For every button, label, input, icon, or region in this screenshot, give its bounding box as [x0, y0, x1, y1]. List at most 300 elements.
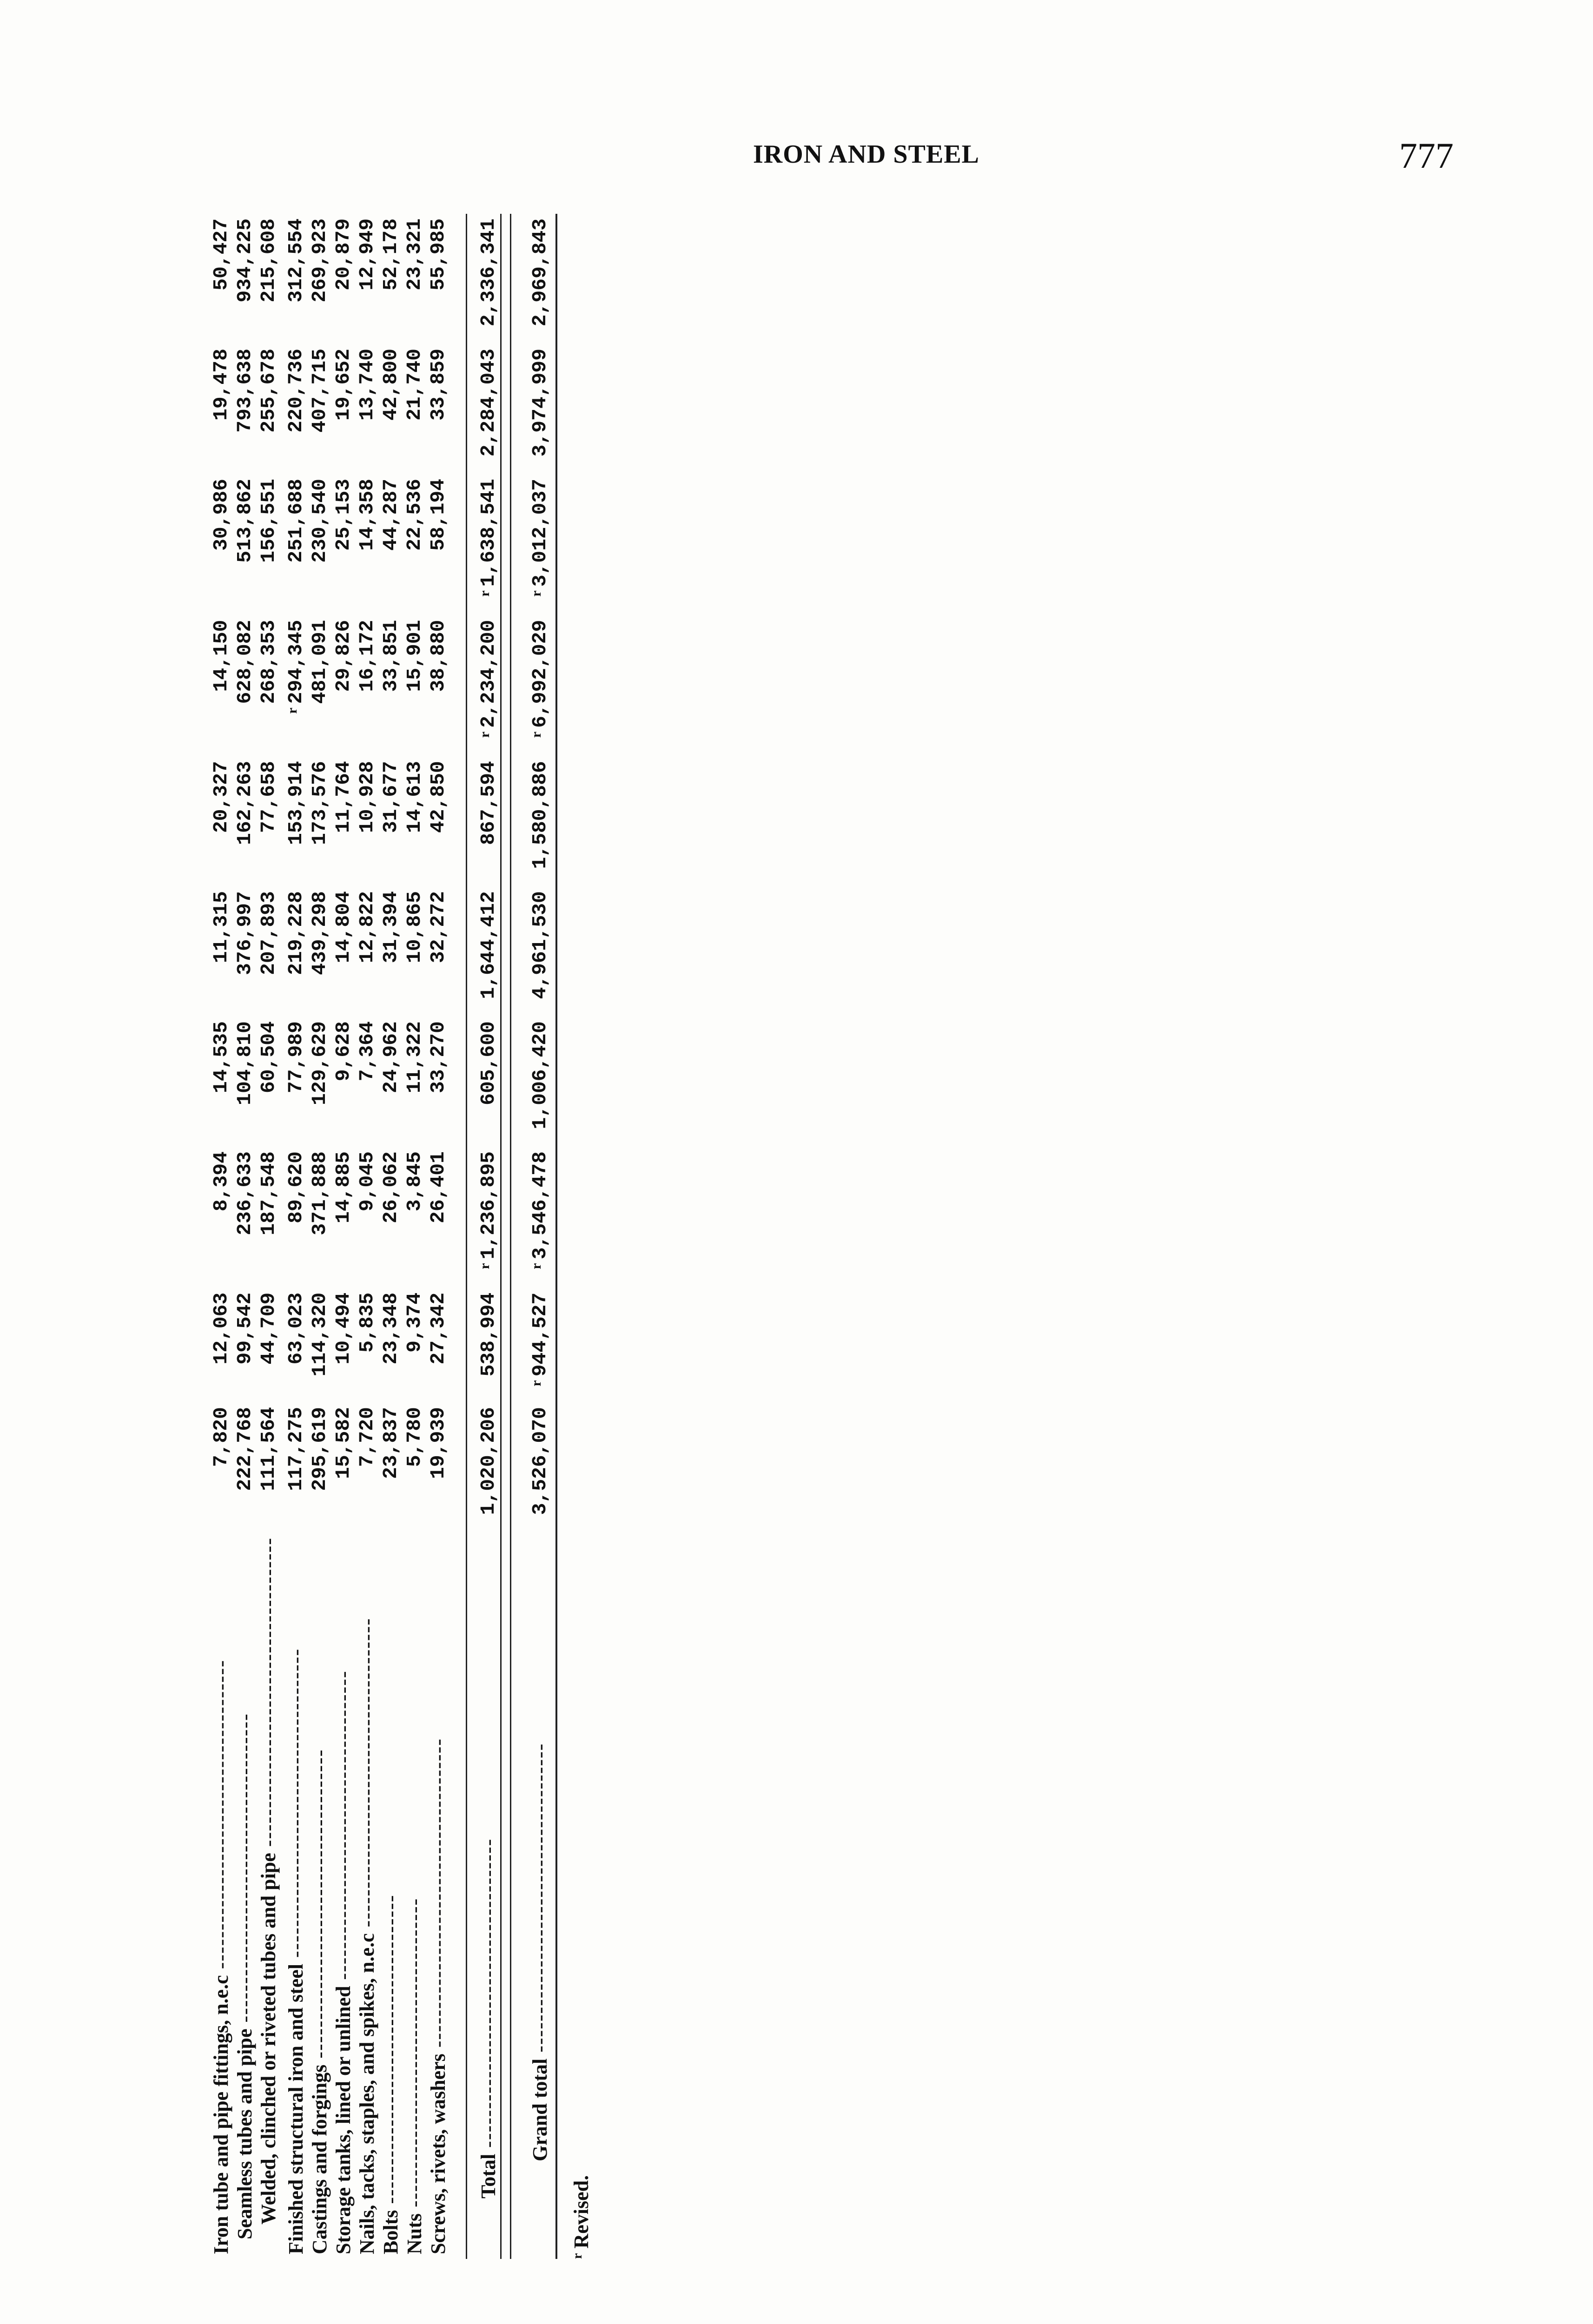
value-cell — [308, 1147, 331, 1288]
cell-value: 77,989 — [284, 1021, 307, 1094]
cell-value: 605,600 — [477, 1021, 500, 1105]
cell-value: 42,850 — [427, 761, 449, 833]
cell-value: 10,865 — [403, 891, 426, 964]
value-cell — [233, 214, 257, 344]
spacer-row — [450, 214, 467, 2259]
cell-value: 14,535 — [210, 1021, 232, 1094]
value-cell — [403, 886, 426, 1017]
value-cell — [522, 214, 552, 344]
value-cell — [331, 1147, 355, 1288]
cell-value: 867,594 — [477, 761, 500, 845]
cell-value: 114,320 — [308, 1292, 331, 1377]
cell-value: 481,091 — [308, 620, 331, 704]
value-cell — [467, 1147, 501, 1288]
cell-value: 117,275 — [284, 1407, 307, 1491]
cell-value: 2,234,200 — [477, 620, 500, 728]
value-cell — [379, 214, 403, 344]
value-cell — [379, 615, 403, 757]
value-cell — [379, 1017, 403, 1147]
row-label: Screws, rivets, washers — [427, 2053, 449, 2254]
value-cell — [403, 1147, 426, 1288]
table-row — [233, 214, 257, 2259]
value-cell — [331, 756, 355, 886]
row-label: Finished structural iron and steel — [284, 1963, 307, 2254]
revised-mark: r — [529, 1380, 544, 1386]
value-cell — [467, 886, 501, 1017]
cell-value: 58,194 — [427, 479, 449, 551]
revised-mark: r — [477, 590, 492, 597]
cell-value: 14,613 — [403, 761, 426, 833]
value-cell — [280, 756, 308, 886]
value-cell — [355, 756, 379, 886]
value-cell — [308, 474, 331, 615]
cell-value: 44,287 — [379, 479, 402, 551]
value-cell — [257, 886, 280, 1017]
cell-value: 29,826 — [332, 620, 355, 692]
grand-total-row — [522, 214, 552, 2259]
cell-value: 20,327 — [210, 761, 232, 833]
cell-value: 407,715 — [308, 349, 331, 433]
cell-value: 63,023 — [284, 1292, 307, 1365]
cell-value: 7,720 — [356, 1407, 378, 1467]
value-cell — [233, 1017, 257, 1147]
value-cell — [426, 1147, 450, 1288]
row-label: Castings and forgings — [308, 2064, 331, 2254]
value-cell — [403, 1017, 426, 1147]
cell-value: 236,633 — [233, 1151, 256, 1235]
value-cell — [209, 1147, 233, 1288]
row-label-cell — [403, 1532, 426, 2259]
row-label-cell — [379, 1532, 403, 2259]
value-cell — [257, 615, 280, 757]
dot-leader: ---------------------------------------- — [284, 1648, 307, 1964]
value-cell — [467, 1402, 501, 1532]
revised-mark: r — [529, 731, 544, 738]
value-cell — [209, 615, 233, 757]
row-label-cell — [355, 1532, 379, 2259]
value-cell — [209, 344, 233, 474]
dot-leader: ---------------------------------------- — [427, 1738, 449, 2054]
cell-value: 89,620 — [284, 1151, 307, 1223]
revised-mark: r — [477, 731, 492, 738]
value-cell — [403, 1402, 426, 1532]
bottom-rule — [552, 214, 556, 2259]
value-cell — [209, 756, 233, 886]
cell-value: 19,939 — [427, 1407, 449, 1479]
dot-leader: ---------------------------------------- — [529, 1743, 551, 2059]
value-cell — [522, 1147, 552, 1288]
cell-value: 162,263 — [233, 761, 256, 845]
value-cell — [308, 1402, 331, 1532]
dot-leader: ---------------------------------------- — [233, 1713, 256, 2029]
row-label: Grand total — [529, 2058, 551, 2161]
grand-total-rule-1 — [501, 214, 511, 2259]
value-cell — [403, 756, 426, 886]
page-number: 777 — [1399, 135, 1454, 176]
cell-value: 3,526,070 — [529, 1407, 551, 1515]
cell-value: 10,494 — [332, 1292, 355, 1365]
rotated-table-container — [209, 214, 593, 2259]
cell-value: 538,994 — [477, 1292, 500, 1377]
cell-value: 15,582 — [332, 1407, 355, 1479]
value-cell — [233, 1402, 257, 1532]
iron-steel-table — [209, 214, 557, 2259]
value-cell — [233, 344, 257, 474]
cell-value: 12,063 — [210, 1292, 232, 1365]
value-cell — [426, 344, 450, 474]
cell-value: 12,822 — [356, 891, 378, 964]
value-cell — [379, 1402, 403, 1532]
cell-value: 6,992,029 — [529, 620, 551, 728]
value-cell — [280, 214, 308, 344]
grand-total-rule-2 — [511, 214, 522, 2259]
value-cell — [522, 756, 552, 886]
cell-value: 3,546,478 — [529, 1151, 551, 1260]
cell-value: 33,851 — [379, 620, 402, 692]
value-cell — [257, 1402, 280, 1532]
value-cell — [280, 1288, 308, 1402]
cell-value: 14,804 — [332, 891, 355, 964]
cell-value: 16,172 — [356, 620, 378, 692]
value-cell — [467, 474, 501, 615]
cell-value: 376,997 — [233, 891, 256, 975]
cell-value: 269,923 — [308, 218, 331, 303]
value-cell — [426, 886, 450, 1017]
cell-value: 1,644,412 — [477, 891, 500, 999]
cell-value: 19,652 — [332, 349, 355, 421]
value-cell — [209, 214, 233, 344]
cell-value: 1,020,206 — [477, 1407, 500, 1515]
row-label-cell — [522, 1532, 552, 2259]
cell-value: 24,962 — [379, 1021, 402, 1094]
row-label: Bolts — [379, 2210, 402, 2254]
value-cell — [257, 1017, 280, 1147]
value-cell — [331, 1402, 355, 1532]
value-cell — [355, 474, 379, 615]
cell-value: 2,336,341 — [477, 218, 500, 327]
cell-value: 1,638,541 — [477, 479, 500, 587]
cell-value: 11,315 — [210, 891, 232, 964]
value-cell — [257, 214, 280, 344]
value-cell — [467, 1017, 501, 1147]
row-label-cell — [308, 1532, 331, 2259]
value-cell — [355, 344, 379, 474]
cell-value: 12,949 — [356, 218, 378, 290]
cell-value: 42,800 — [379, 349, 402, 421]
value-cell — [233, 1288, 257, 1402]
value-cell — [331, 474, 355, 615]
cell-value: 230,540 — [308, 479, 331, 563]
cell-value: 219,228 — [284, 891, 307, 975]
revised-mark: r — [529, 1263, 544, 1269]
cell-value: 255,678 — [257, 349, 280, 433]
cell-value: 99,542 — [233, 1292, 256, 1365]
value-cell — [467, 344, 501, 474]
cell-value: 33,859 — [427, 349, 449, 421]
value-cell — [355, 886, 379, 1017]
cell-value: 2,969,843 — [529, 218, 551, 327]
cell-value: 31,677 — [379, 761, 402, 833]
row-label-cell — [331, 1532, 355, 2259]
value-cell — [257, 756, 280, 886]
cell-value: 5,835 — [356, 1292, 378, 1353]
table-row — [257, 214, 280, 2259]
value-cell — [280, 1402, 308, 1532]
cell-value: 439,298 — [308, 891, 331, 975]
value-cell — [308, 756, 331, 886]
value-cell — [379, 474, 403, 615]
cell-value: 111,564 — [257, 1407, 280, 1491]
cell-value: 312,554 — [284, 218, 307, 303]
cell-value: 9,628 — [332, 1021, 355, 1082]
value-cell — [280, 344, 308, 474]
value-cell — [280, 474, 308, 615]
cell-value: 129,629 — [308, 1021, 331, 1105]
cell-value: 934,225 — [233, 218, 256, 303]
value-cell — [426, 756, 450, 886]
value-cell — [257, 1288, 280, 1402]
dot-leader: ---------------------------------------- — [257, 1537, 280, 1853]
cell-value: 30,986 — [210, 479, 232, 551]
cell-value: 14,358 — [356, 479, 378, 551]
value-cell — [426, 1288, 450, 1402]
dot-leader: ---------------------------------------- — [332, 1670, 355, 1986]
value-cell — [379, 344, 403, 474]
cell-value: 21,740 — [403, 349, 426, 421]
cell-value: 3,012,037 — [529, 479, 551, 587]
value-cell — [331, 886, 355, 1017]
table-row — [355, 214, 379, 2259]
dot-leader: ---------------------------------------- — [379, 1894, 402, 2210]
value-cell — [403, 615, 426, 757]
dot-leader: ---------------------------------------- — [477, 1838, 500, 2154]
revised-mark: r — [284, 707, 300, 714]
cell-value: 294,345 — [284, 620, 307, 704]
value-cell — [426, 615, 450, 757]
value-cell — [233, 756, 257, 886]
cell-value: 11,322 — [403, 1021, 426, 1094]
value-cell — [209, 1402, 233, 1532]
cell-value: 32,272 — [427, 891, 449, 964]
value-cell — [379, 1288, 403, 1402]
running-head: IRON AND STEEL — [753, 140, 980, 169]
row-label: Nails, tacks, staples, and spikes, n.e.c — [356, 1933, 378, 2254]
row-label-cell — [257, 1532, 280, 2259]
cell-value: 156,551 — [257, 479, 280, 563]
cell-value: 31,394 — [379, 891, 402, 964]
value-cell — [209, 1288, 233, 1402]
cell-value: 220,736 — [284, 349, 307, 433]
cell-value: 19,478 — [210, 349, 232, 421]
cell-value: 15,901 — [403, 620, 426, 692]
value-cell — [257, 474, 280, 615]
cell-value: 55,985 — [427, 218, 449, 290]
value-cell — [308, 1288, 331, 1402]
value-cell — [379, 1147, 403, 1288]
cell-value: 1,580,886 — [529, 761, 551, 869]
value-cell — [426, 1017, 450, 1147]
cell-value: 23,321 — [403, 218, 426, 290]
cell-value: 26,062 — [379, 1151, 402, 1223]
value-cell — [355, 615, 379, 757]
value-cell — [403, 214, 426, 344]
value-cell — [308, 1017, 331, 1147]
value-cell — [280, 1017, 308, 1147]
cell-value: 9,045 — [356, 1151, 378, 1212]
value-cell — [331, 615, 355, 757]
cell-value: 104,810 — [233, 1021, 256, 1105]
value-cell — [522, 615, 552, 757]
value-cell — [379, 886, 403, 1017]
cell-value: 1,006,420 — [529, 1021, 551, 1129]
cell-value: 20,879 — [332, 218, 355, 290]
row-label: Welded, clinched or riveted tubes and pipe — [257, 1853, 280, 2225]
cell-value: 2,284,043 — [477, 349, 500, 457]
value-cell — [426, 1402, 450, 1532]
value-cell — [331, 1288, 355, 1402]
value-cell — [379, 756, 403, 886]
dot-leader: ---------------------------------------- — [403, 1897, 426, 2213]
value-cell — [257, 344, 280, 474]
value-cell — [522, 886, 552, 1017]
cell-value: 628,082 — [233, 620, 256, 704]
value-cell — [308, 615, 331, 757]
value-cell — [308, 886, 331, 1017]
cell-value: 944,527 — [529, 1292, 551, 1377]
revised-mark: r — [477, 1263, 492, 1269]
dot-leader: ---------------------------------------- — [210, 1659, 232, 1975]
row-label-cell — [209, 1532, 233, 2259]
value-cell — [467, 615, 501, 757]
value-cell — [280, 886, 308, 1017]
row-label: Nuts — [403, 2213, 426, 2254]
cell-value: 25,153 — [332, 479, 355, 551]
cell-value: 22,536 — [403, 479, 426, 551]
table-row — [403, 214, 426, 2259]
row-label-cell — [280, 1532, 308, 2259]
cell-value: 13,740 — [356, 349, 378, 421]
footnote-text: Revised. — [570, 2175, 593, 2249]
row-label: Seamless tubes and pipe — [233, 2028, 256, 2239]
value-cell — [355, 1147, 379, 1288]
cell-value: 9,374 — [403, 1292, 426, 1353]
cell-value: 10,928 — [356, 761, 378, 833]
table-row — [280, 214, 308, 2259]
cell-value: 153,914 — [284, 761, 307, 845]
cell-value: 173,576 — [308, 761, 331, 845]
value-cell — [467, 756, 501, 886]
row-label-cell — [233, 1532, 257, 2259]
cell-value: 77,658 — [257, 761, 280, 833]
table-row — [379, 214, 403, 2259]
value-cell — [355, 1402, 379, 1532]
value-cell — [257, 1147, 280, 1288]
value-cell — [426, 214, 450, 344]
cell-value: 222,768 — [233, 1407, 256, 1491]
cell-value: 14,150 — [210, 620, 232, 692]
value-cell — [467, 214, 501, 344]
row-label: Total — [477, 2153, 500, 2199]
row-label-cell — [426, 1532, 450, 2259]
cell-value: 44,709 — [257, 1292, 280, 1365]
value-cell — [426, 474, 450, 615]
cell-value: 295,619 — [308, 1407, 331, 1491]
value-cell — [233, 474, 257, 615]
value-cell — [522, 474, 552, 615]
value-cell — [403, 1288, 426, 1402]
value-cell — [522, 1402, 552, 1532]
cell-value: 50,427 — [210, 218, 232, 290]
cell-value: 187,548 — [257, 1151, 280, 1235]
cell-value: 3,845 — [403, 1151, 426, 1212]
table-row — [426, 214, 450, 2259]
table-row — [331, 214, 355, 2259]
value-cell — [522, 344, 552, 474]
cell-value: 268,353 — [257, 620, 280, 704]
cell-value: 7,364 — [356, 1021, 378, 1082]
cell-value: 371,888 — [308, 1151, 331, 1235]
cell-value: 60,504 — [257, 1021, 280, 1094]
table-row — [308, 214, 331, 2259]
value-cell — [209, 474, 233, 615]
cell-value: 251,688 — [284, 479, 307, 563]
value-cell — [403, 474, 426, 615]
cell-value: 38,880 — [427, 620, 449, 692]
cell-value: 1,236,895 — [477, 1151, 500, 1260]
cell-value: 215,608 — [257, 218, 280, 303]
cell-value: 3,974,999 — [529, 349, 551, 457]
cell-value: 26,401 — [427, 1151, 449, 1223]
value-cell — [209, 886, 233, 1017]
value-cell — [233, 886, 257, 1017]
value-cell — [331, 214, 355, 344]
cell-value: 23,348 — [379, 1292, 402, 1365]
value-cell — [403, 344, 426, 474]
row-label: Iron tube and pipe fittings, n.e.c — [210, 1975, 232, 2254]
cell-value: 52,178 — [379, 218, 402, 290]
cell-value: 7,820 — [210, 1407, 232, 1467]
revised-mark: r — [529, 590, 544, 597]
cell-value: 23,837 — [379, 1407, 402, 1479]
cell-value: 5,780 — [403, 1407, 426, 1467]
value-cell — [233, 1147, 257, 1288]
value-cell — [308, 214, 331, 344]
value-cell — [355, 1017, 379, 1147]
value-cell — [331, 344, 355, 474]
table-row — [209, 214, 233, 2259]
cell-value: 207,893 — [257, 891, 280, 975]
row-label: Storage tanks, lined or unlined — [332, 1986, 355, 2254]
total-row — [467, 214, 501, 2259]
value-cell — [355, 214, 379, 344]
value-cell — [209, 1017, 233, 1147]
value-cell — [467, 1288, 501, 1402]
cell-value: 11,764 — [332, 761, 355, 833]
cell-value: 33,270 — [427, 1021, 449, 1094]
value-cell — [522, 1017, 552, 1147]
cell-value: 793,638 — [233, 349, 256, 433]
value-cell — [522, 1288, 552, 1402]
value-cell — [308, 344, 331, 474]
value-cell — [355, 1288, 379, 1402]
cell-value: 27,342 — [427, 1292, 449, 1365]
footnote — [569, 214, 593, 2259]
value-cell — [233, 615, 257, 757]
dot-leader: ---------------------------------------- — [308, 1749, 331, 2065]
cell-value: 14,885 — [332, 1151, 355, 1223]
cell-value: 4,961,530 — [529, 891, 551, 999]
cell-value: 8,394 — [210, 1151, 232, 1212]
